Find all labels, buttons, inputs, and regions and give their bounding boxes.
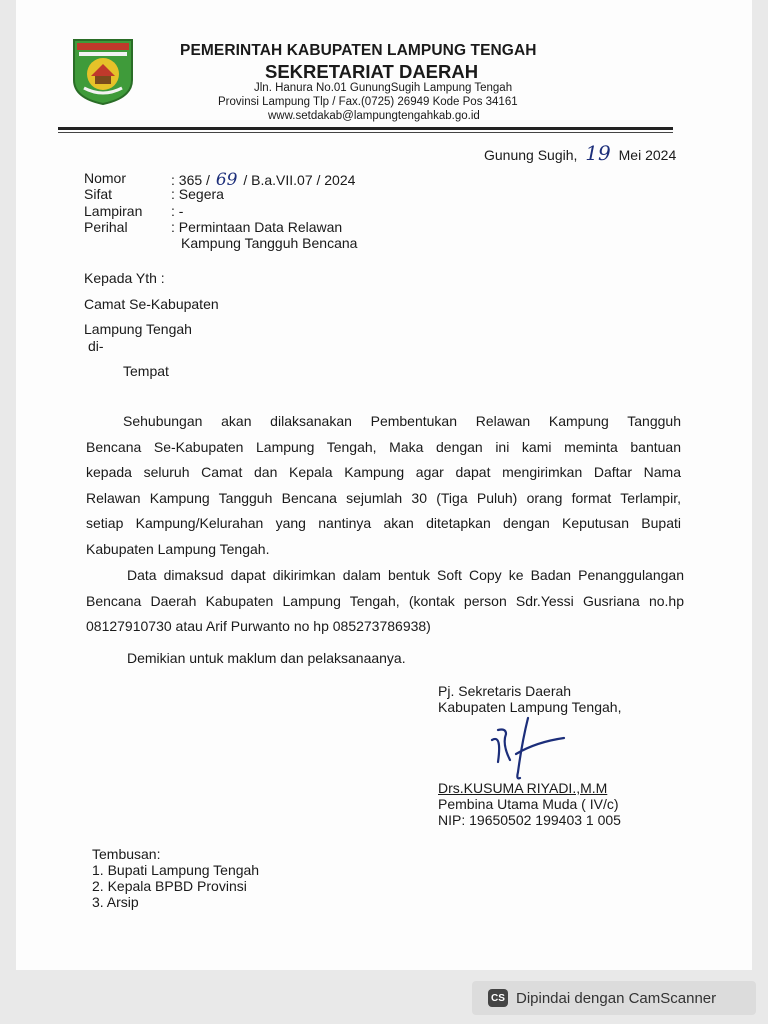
date-month-year: Mei 2024 [618, 147, 677, 163]
header-divider-thin [58, 132, 673, 133]
government-name: PEMERINTAH KABUPATEN LAMPUNG TENGAH [180, 42, 537, 59]
paragraph-line: setiap Kampung/Kelurahan yang nantinya akan ditetapkan dengan Keputusan Bupati [86, 515, 681, 531]
nomor-prefix: : 365 / [171, 172, 210, 188]
paragraph-line: Relawan Kampung Tangguh Bencana sejumlah 30 (Tiga Puluh) orang format Terlampir, [86, 489, 681, 506]
cc-label: Tembusan: [92, 846, 161, 862]
nomor-suffix: / B.a.VII.07 / 2024 [243, 172, 356, 188]
date-place: Gunung Sugih, [484, 147, 578, 163]
paragraph-line: Kabupaten Lampung Tengah. [86, 540, 270, 557]
camscanner-text: Dipindai dengan CamScanner [516, 989, 717, 1007]
paragraph-line: kepada seluruh Camat dan Kepala Kampung agar dapat mengirimkan Daftar Nama [86, 464, 681, 480]
perihal-value: : Permintaan Data Relawan [171, 219, 343, 235]
paragraph-line: Sehubungan akan dilaksanakan Pembentukan Relawan Kampung Tangguh [123, 413, 681, 429]
signatory-name: Drs.KUSUMA RIYADI.,M.M [438, 780, 608, 796]
signatory-title: Pj. Sekretaris Daerah [438, 683, 572, 699]
nomor-handwritten: 69 [215, 170, 238, 190]
recipient-di: di- [88, 338, 104, 354]
recipient-line1: Camat Se-Kabupaten [84, 296, 219, 312]
lampiran-label: Lampiran [84, 203, 143, 219]
paragraph-line: 08127910730 atau Arif Purwanto no hp 085273786938) [86, 618, 431, 634]
lampiran-value: : - [171, 203, 184, 219]
contact-line: Provinsi Lampung Tlp / Fax.(0725) 26949 Kode Pos 34161 [218, 96, 518, 108]
lampung-tengah-emblem-icon [70, 36, 136, 106]
closing-sentence: Demikian untuk maklum dan pelaksanaanya. [127, 650, 406, 666]
header-divider-thick [58, 127, 673, 130]
cc-item: 1. Bupati Lampung Tengah [92, 862, 260, 878]
body-paragraph-2 [86, 563, 684, 640]
date-day-handwritten: 19 [585, 141, 611, 165]
address-line: Jln. Hanura No.01 GunungSugih Lampung Tengah [254, 82, 513, 94]
signatory-nip: NIP: 19650502 199403 1 005 [438, 812, 621, 828]
recipient-line2: Lampung Tengah [84, 321, 192, 337]
sifat-value: : Segera [171, 186, 224, 202]
cc-item: 2. Kepala BPBD Provinsi [92, 878, 247, 894]
paragraph-line: Data dimaksud dapat dikirimkan dalam bentuk Soft Copy ke Badan Penanggulangan [127, 567, 684, 583]
camscanner-logo-icon: CS [488, 989, 508, 1007]
paragraph-line: Bencana Se-Kabupaten Lampung Tengah, Maka dengan ini kami meminta bantuan [86, 438, 681, 455]
paragraph-line: Bencana Daerah Kabupaten Lampung Tengah, (kontak person Sdr.Yessi Gusriana no.hp [86, 592, 684, 609]
cc-item: 3. Arsip [92, 894, 139, 910]
perihal-value-cont: Kampung Tangguh Bencana [181, 235, 358, 251]
recipient-greeting: Kepada Yth : [84, 270, 165, 286]
handwritten-signature-icon [476, 712, 586, 782]
camscanner-watermark [472, 981, 756, 1015]
nomor-label: Nomor [84, 170, 127, 186]
letter-date [484, 141, 676, 165]
office-name: SEKRETARIAT DAERAH [265, 61, 479, 82]
signatory-office: Kabupaten Lampung Tengah, [438, 699, 622, 715]
website-line: www.setdakab@lampungtengahkab.go.id [268, 110, 480, 122]
signatory-rank: Pembina Utama Muda ( IV/c) [438, 796, 619, 812]
body-paragraph-1 [86, 409, 681, 562]
perihal-label: Perihal [84, 219, 128, 235]
sifat-label: Sifat [84, 186, 113, 202]
recipient-place: Tempat [123, 363, 169, 379]
